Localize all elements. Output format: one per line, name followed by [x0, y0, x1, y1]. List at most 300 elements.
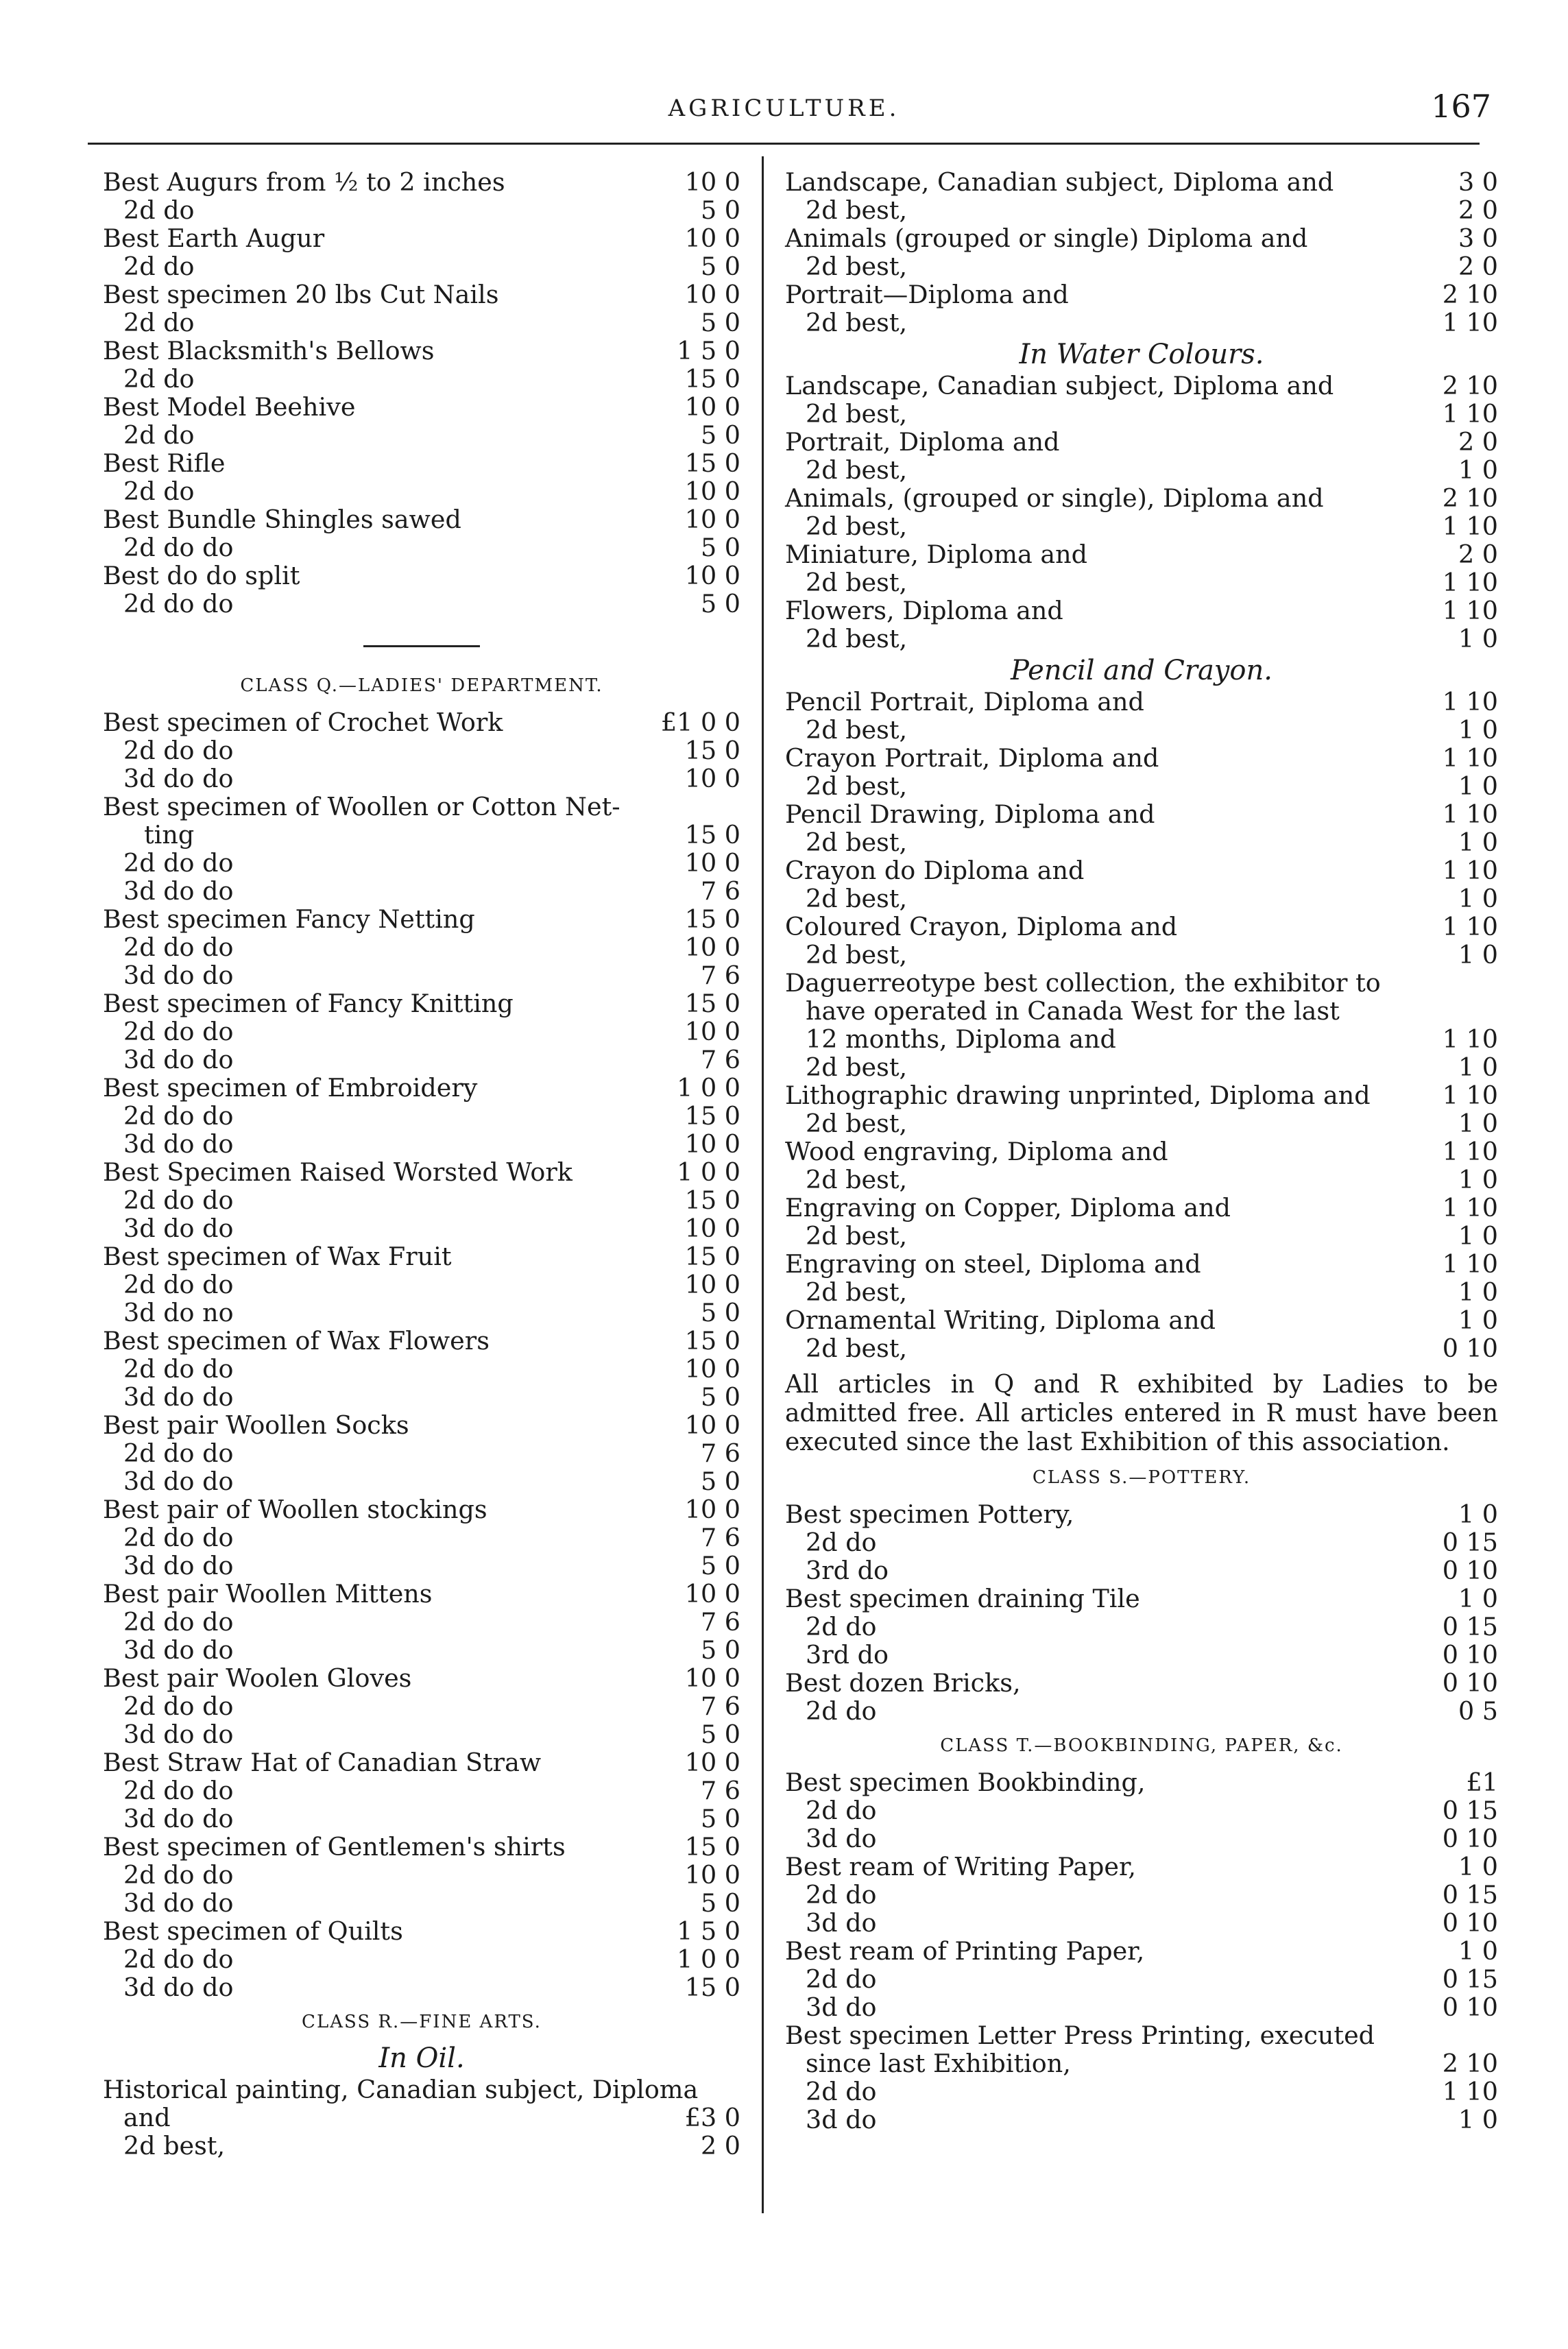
prize-amount: 1 0 [1458, 1936, 1498, 1966]
prize-amount: 1 10 [1442, 399, 1498, 429]
prize-row [785, 309, 1498, 337]
prize-label: 2d best, [806, 1109, 908, 1138]
prize-row [103, 989, 740, 1017]
running-header: AGRICULTURE. [668, 95, 900, 122]
prize-row [103, 1158, 740, 1186]
prize-row [103, 1973, 740, 2001]
prize-row [103, 1805, 740, 1833]
prize-label: Miniature, Diploma and [785, 540, 1087, 569]
prize-amount: 3 0 [1458, 167, 1498, 197]
prize-row [785, 1768, 1498, 1796]
prize-amount: 5 0 [700, 252, 740, 281]
prize-label: 2d do do [123, 1860, 234, 1890]
prize-label: 2d do [123, 477, 195, 506]
prize-amount: 15 0 [684, 1973, 740, 2002]
prize-label: Best Straw Hat of Canadian Straw [103, 1748, 542, 1777]
prize-row [785, 168, 1498, 196]
prize-row [785, 1250, 1498, 1278]
prize-row [785, 280, 1498, 309]
prize-amount: 10 0 [684, 1129, 740, 1159]
prize-label: 3d do do [123, 1973, 234, 2002]
prize-label: Crayon Portrait, Diploma and [785, 743, 1159, 773]
prize-amount: 1 5 0 [677, 1916, 740, 1946]
prize-label: 2d best, [806, 1221, 908, 1251]
prize-amount: 5 0 [700, 308, 740, 337]
prize-amount: 1 10 [1442, 511, 1498, 541]
prize-row [103, 168, 740, 196]
prize-row [103, 1636, 740, 1664]
prize-amount: 0 5 [1458, 1696, 1498, 1726]
prize-row [103, 1102, 740, 1130]
prize-label: 3d do [806, 1908, 877, 1938]
prize-amount: 7 6 [700, 876, 740, 906]
prize-row [103, 933, 740, 961]
prize-label: 3d do [806, 1824, 877, 1853]
prize-row [785, 372, 1498, 400]
prize-amount: 5 0 [700, 1888, 740, 1918]
prize-row [103, 905, 740, 933]
prize-row [785, 2049, 1498, 2077]
prize-row [785, 2077, 1498, 2106]
prize-row [103, 1495, 740, 1523]
prize-label: Best specimen 20 lbs Cut Nails [103, 280, 499, 309]
prize-row [103, 1889, 740, 1917]
prize-label: Engraving on steel, Diploma and [785, 1249, 1201, 1279]
prize-row [785, 1937, 1498, 1965]
prize-amount: 10 0 [684, 561, 740, 590]
prize-label: 2d do [806, 1796, 877, 1825]
prize-amount: 5 0 [700, 533, 740, 562]
prize-amount: 1 10 [1442, 1137, 1498, 1166]
prize-amount: 2 10 [1442, 483, 1498, 513]
prize-label: 2d do do [123, 1944, 234, 1974]
prize-amount: 1 0 [1458, 940, 1498, 969]
prize-row [785, 1824, 1498, 1853]
prize-row [103, 736, 740, 764]
prize-row [103, 2104, 740, 2132]
prize-amount: 1 0 [1458, 1277, 1498, 1307]
prize-label: 3d do [806, 1992, 877, 2022]
prize-label: Best Blacksmith's Bellows [103, 336, 435, 365]
prize-amount: 7 6 [700, 1523, 740, 1552]
prize-row [785, 456, 1498, 484]
prize-amount: 0 10 [1442, 1824, 1498, 1853]
prize-label: 2d do [806, 1696, 877, 1726]
prize-amount: 0 10 [1442, 1992, 1498, 2022]
prize-label: 2d do do [123, 1438, 234, 1468]
prize-row [103, 1411, 740, 1439]
prize-label: Pencil Portrait, Diploma and [785, 687, 1144, 716]
prize-row [103, 1523, 740, 1552]
prize-amount: 15 0 [684, 1101, 740, 1131]
prize-amount: 1 0 [1458, 1221, 1498, 1251]
prize-row [103, 1664, 740, 1692]
page-number: 167 [1431, 88, 1491, 125]
ladies-department-list [103, 708, 740, 2001]
prize-label: Best specimen draining Tile [785, 1584, 1140, 1613]
prize-label: Best Bundle Shingles sawed [103, 505, 461, 534]
prize-row [785, 688, 1498, 716]
prize-row [785, 997, 1498, 1025]
prize-row [103, 793, 740, 821]
prize-amount: 0 10 [1442, 1556, 1498, 1585]
prize-amount: 1 10 [1442, 1024, 1498, 1054]
prize-amount: 7 6 [700, 1776, 740, 1805]
prize-label: Ornamental Writing, Diploma and [785, 1305, 1216, 1335]
prize-amount: 5 0 [700, 1382, 740, 1412]
prize-label: 2d best, [806, 1277, 908, 1307]
prize-row [103, 337, 740, 365]
prize-label: Best pair Woollen Mittens [103, 1579, 433, 1609]
prize-row [103, 590, 740, 618]
prize-amount: 1 10 [1442, 596, 1498, 625]
prize-row [103, 2132, 740, 2160]
prize-amount: 10 0 [684, 1663, 740, 1693]
prize-label: 2d do [123, 308, 195, 337]
prize-row [103, 849, 740, 877]
class-heading-s: CLASS S.—POTTERY. [1032, 1467, 1251, 1488]
prize-label: 2d do [123, 420, 195, 450]
right-column [785, 168, 1498, 2134]
prize-row [785, 1909, 1498, 1937]
prize-amount: 2 10 [1442, 371, 1498, 400]
prize-row [103, 562, 740, 590]
prize-row [103, 1046, 740, 1074]
prize-row [785, 1528, 1498, 1556]
prize-label: 2d do do [123, 848, 234, 878]
prize-amount: 15 0 [684, 904, 740, 934]
prize-label: Flowers, Diploma and [785, 596, 1063, 625]
prize-row [103, 877, 740, 905]
prize-row [785, 1965, 1498, 1993]
prize-label: 3d do do [123, 1467, 234, 1496]
column-divider [762, 156, 764, 2213]
prize-row [785, 1697, 1498, 1725]
prize-label: 2d do [806, 1964, 877, 1994]
prize-row [785, 1278, 1498, 1306]
prize-amount: 10 0 [684, 1860, 740, 1890]
prize-row [785, 1109, 1498, 1137]
prize-label: 3d do [806, 2105, 877, 2134]
prize-row [103, 309, 740, 337]
prize-amount: 7 6 [700, 961, 740, 990]
prize-label: Best dozen Bricks, [785, 1668, 1021, 1698]
prize-row [785, 1853, 1498, 1881]
prize-amount: 5 0 [700, 589, 740, 618]
tools-list [103, 168, 740, 618]
prize-row [785, 1613, 1498, 1641]
prize-label: Landscape, Canadian subject, Diploma and [785, 371, 1334, 400]
prize-label: Best specimen of Wax Fruit [103, 1242, 452, 1271]
prize-row [785, 1334, 1498, 1362]
prize-row [103, 1833, 740, 1861]
prize-label: 2d best, [123, 2131, 226, 2160]
prize-row [785, 1306, 1498, 1334]
prize-row [785, 428, 1498, 456]
prize-label: 2d best, [806, 624, 908, 653]
prize-amount: 1 10 [1442, 687, 1498, 716]
prize-row [103, 1945, 740, 1973]
prize-label: 12 months, Diploma and [806, 1024, 1116, 1054]
prize-row [785, 1500, 1498, 1528]
prize-label: 2d do do [123, 1270, 234, 1299]
prize-row [103, 365, 740, 393]
prize-amount: 15 0 [684, 989, 740, 1018]
prize-row [103, 764, 740, 793]
header-rule [88, 143, 1480, 145]
prize-label: Best specimen of Fancy Knitting [103, 989, 514, 1018]
prize-amount: 1 5 0 [677, 336, 740, 365]
pencil-crayon-list [785, 688, 1498, 1362]
prize-label: 2d best, [806, 511, 908, 541]
prize-amount: 1 10 [1442, 1249, 1498, 1279]
prize-amount: 0 15 [1442, 1612, 1498, 1641]
prize-label: Animals, (grouped or single), Diploma and [785, 483, 1324, 513]
prize-row [103, 1327, 740, 1355]
prize-label: Best specimen of Gentlemen's shirts [103, 1832, 566, 1862]
prize-amount: 10 0 [684, 167, 740, 197]
prize-amount: 10 0 [684, 1748, 740, 1777]
prize-label: Best specimen of Woollen or Cotton Net- [103, 792, 620, 821]
prize-label: 2d best, [806, 715, 908, 745]
prize-row [785, 1556, 1498, 1585]
fine-arts-oil-list [103, 2075, 740, 2160]
prize-label: have operated in Canada West for the last [806, 996, 1340, 1026]
prize-label: 2d best, [806, 1052, 908, 1082]
prize-row [785, 1585, 1498, 1613]
prize-amount: 1 0 [1458, 1499, 1498, 1529]
prize-row [785, 540, 1498, 568]
prize-row [103, 1242, 740, 1270]
prize-row [785, 941, 1498, 969]
prize-amount: 15 0 [684, 1185, 740, 1215]
prize-label: Animals (grouped or single) Diploma and [785, 224, 1308, 253]
prize-label: 2d do do [123, 1185, 234, 1215]
prize-amount: 5 0 [700, 1720, 740, 1749]
prize-amount: 2 0 [1458, 252, 1498, 281]
prize-row [785, 2106, 1498, 2134]
prize-label: Engraving on Copper, Diploma and [785, 1193, 1231, 1222]
prize-label: Best Earth Augur [103, 224, 325, 253]
prize-amount: 15 0 [684, 1326, 740, 1356]
prize-label: Best specimen of Crochet Work [103, 708, 503, 737]
prize-label: ting [144, 820, 195, 850]
prize-amount: 1 0 0 [677, 1073, 740, 1103]
prize-amount: 10 0 [684, 1410, 740, 1440]
prize-label: 2d best, [806, 828, 908, 857]
prize-row [103, 1130, 740, 1158]
prize-amount: 7 6 [700, 1438, 740, 1468]
prize-amount: 5 0 [700, 1635, 740, 1665]
prize-row [785, 1796, 1498, 1824]
prize-amount: 1 0 [1458, 1052, 1498, 1082]
prize-row [785, 400, 1498, 428]
prize-row [785, 1081, 1498, 1109]
prize-label: 3d do no [123, 1298, 234, 1327]
prize-row [785, 744, 1498, 772]
prize-label: 2d do do [123, 1101, 234, 1131]
prize-row [103, 1608, 740, 1636]
prize-row [103, 449, 740, 477]
prize-amount: 10 0 [684, 1579, 740, 1609]
prize-row [785, 772, 1498, 800]
prize-amount: £1 [1466, 1768, 1498, 1797]
prize-row [785, 884, 1498, 913]
prize-label: 3d do do [123, 1720, 234, 1749]
prize-row [103, 1186, 740, 1214]
prize-amount: 7 6 [700, 1691, 740, 1721]
prize-row [785, 625, 1498, 653]
prize-label: 2d do [806, 2077, 877, 2106]
prize-row [785, 2021, 1498, 2049]
prize-amount: 1 0 [1458, 455, 1498, 485]
prize-amount: 1 10 [1442, 568, 1498, 597]
prize-amount: 10 0 [684, 505, 740, 534]
prize-amount: 1 0 [1458, 1584, 1498, 1613]
subheading-in-oil: In Oil. [378, 2043, 465, 2074]
prize-label: 2d do do [123, 533, 234, 562]
prize-label: Best Rifle [103, 448, 226, 478]
prize-row [785, 1025, 1498, 1053]
prize-row [103, 1467, 740, 1495]
prize-label: Best specimen of Wax Flowers [103, 1326, 490, 1356]
prize-amount: 1 0 0 [677, 1157, 740, 1187]
prize-amount: 10 0 [684, 932, 740, 962]
prize-row [103, 1017, 740, 1046]
prize-row [785, 196, 1498, 224]
prize-label: 2d do do [123, 1607, 234, 1637]
prize-row [103, 1917, 740, 1945]
bookbinding-list [785, 1768, 1498, 2134]
prize-row [103, 1748, 740, 1776]
prize-row [785, 484, 1498, 512]
prize-amount: 1 0 [1458, 828, 1498, 857]
prize-label: since last Exhibition, [806, 2049, 1071, 2078]
prize-amount: 2 0 [1458, 195, 1498, 225]
prize-row [103, 533, 740, 562]
ladies-note: All articles in Q and R exhibited by Ladies to be admitted free. All articles entered in R must have been executed since the last Exhibition of this association. [785, 1371, 1498, 1456]
prize-amount: 10 0 [684, 1214, 740, 1243]
prize-row [103, 421, 740, 449]
prize-row [103, 1383, 740, 1411]
prize-amount: 1 10 [1442, 308, 1498, 337]
prize-amount: 1 10 [1442, 1081, 1498, 1110]
prize-amount: 5 0 [700, 420, 740, 450]
prize-amount: 1 10 [1442, 1193, 1498, 1222]
prize-row [785, 252, 1498, 280]
prize-label: Pencil Drawing, Diploma and [785, 799, 1155, 829]
prize-amount: 2 10 [1442, 280, 1498, 309]
prize-amount: 2 0 [1458, 427, 1498, 457]
prize-row [785, 1137, 1498, 1166]
prize-row [103, 1552, 740, 1580]
prize-amount: 1 0 [1458, 1852, 1498, 1881]
prize-label: Best pair Woollen Socks [103, 1410, 409, 1440]
prize-row [103, 393, 740, 421]
prize-row [103, 280, 740, 309]
prize-row [785, 568, 1498, 597]
prize-amount: 1 0 [1458, 771, 1498, 801]
prize-row [785, 800, 1498, 828]
prize-amount: 0 10 [1442, 1334, 1498, 1363]
prize-amount: 10 0 [684, 1495, 740, 1524]
prize-label: 3rd do [806, 1640, 889, 1670]
prize-row [103, 1692, 740, 1720]
prize-amount: 10 0 [684, 1354, 740, 1384]
prize-amount: 2 10 [1442, 2049, 1498, 2078]
prize-label: Best specimen Pottery, [785, 1499, 1074, 1529]
prize-row [785, 512, 1498, 540]
prize-amount: 0 15 [1442, 1796, 1498, 1825]
prize-row [103, 708, 740, 736]
prize-amount: 10 0 [684, 1017, 740, 1046]
prize-label: 2d do do [123, 1776, 234, 1805]
prize-label: and [123, 2103, 171, 2132]
prize-label: 3d do do [123, 876, 234, 906]
left-column [103, 168, 740, 2160]
prize-amount: 1 10 [1442, 799, 1498, 829]
prize-label: Best Specimen Raised Worsted Work [103, 1157, 572, 1187]
prize-amount: 5 0 [700, 1804, 740, 1833]
class-heading-r: CLASS R.—FINE ARTS. [302, 2012, 542, 2032]
prize-row [103, 821, 740, 849]
prize-label: 2d best, [806, 1334, 908, 1363]
prize-label: 2d best, [806, 568, 908, 597]
prize-label: Best specimen of Embroidery [103, 1073, 478, 1103]
prize-label: 2d do [806, 1528, 877, 1557]
prize-row [785, 597, 1498, 625]
prize-amount: 7 6 [700, 1607, 740, 1637]
prize-label: Best Augurs from ½ to 2 inches [103, 167, 505, 197]
prize-label: Best ream of Writing Paper, [785, 1852, 1137, 1881]
prize-row [103, 505, 740, 533]
prize-amount: 15 0 [684, 448, 740, 478]
prize-amount: 0 15 [1442, 1880, 1498, 1910]
prize-label: 2d do do [123, 1017, 234, 1046]
prize-label: Historical painting, Canadian subject, Diploma [103, 2075, 699, 2104]
prize-label: 3d do do [123, 764, 234, 793]
prize-label: 2d do [123, 252, 195, 281]
prize-row [103, 2075, 740, 2104]
prize-amount: 1 10 [1442, 743, 1498, 773]
class-heading-q: CLASS Q.—LADIES' DEPARTMENT. [240, 675, 603, 696]
prize-row [785, 1222, 1498, 1250]
prize-row [103, 224, 740, 252]
prize-row [785, 1194, 1498, 1222]
oil-continued-list [785, 168, 1498, 337]
prize-row [785, 856, 1498, 884]
prize-label: 3d do do [123, 1214, 234, 1243]
section-rule [363, 645, 480, 647]
prize-label: 3d do do [123, 1045, 234, 1074]
prize-label: Best ream of Printing Paper, [785, 1936, 1145, 1966]
prize-amount: 10 0 [684, 224, 740, 253]
prize-row [785, 716, 1498, 744]
prize-row [785, 1993, 1498, 2021]
prize-amount: 1 0 [1458, 2105, 1498, 2134]
prize-label: 3d do do [123, 1551, 234, 1580]
prize-amount: 0 10 [1442, 1640, 1498, 1670]
prize-label: 3d do do [123, 1888, 234, 1918]
prize-amount: 7 6 [700, 1045, 740, 1074]
prize-label: 3rd do [806, 1556, 889, 1585]
prize-label: 3d do do [123, 1635, 234, 1665]
prize-amount: 1 0 [1458, 1305, 1498, 1335]
prize-amount: 15 0 [684, 1832, 740, 1862]
prize-amount: 1 10 [1442, 856, 1498, 885]
prize-amount: 3 0 [1458, 224, 1498, 253]
prize-row [103, 1580, 740, 1608]
